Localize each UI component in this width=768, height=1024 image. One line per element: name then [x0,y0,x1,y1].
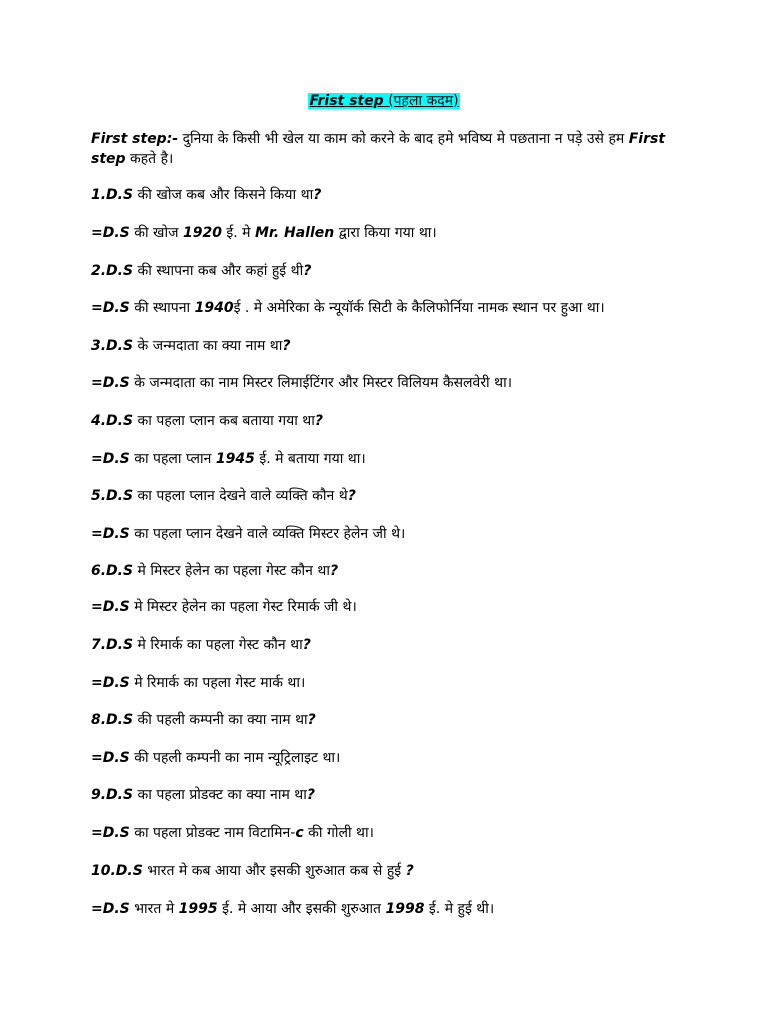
question-lead: 10.D.S [91,863,143,879]
question-mark: ? [307,712,316,728]
answer-text: की पहली कम्पनी का नाम न्यूट्रिलाइट था। [129,750,341,766]
question-text: की पहली कम्पनी का क्या नाम था [133,712,308,728]
answer-5 [91,525,731,543]
answer-text: का पहला प्रोडक्ट नाम विटामिन- [129,825,296,841]
question-lead: 1.D.S [91,187,134,203]
answer-text: का पहला प्लान [129,451,216,467]
answer-emphasis: 1998 [385,901,425,917]
answer-text: का पहला प्लान देखने वाले व्यक्ति मिस्टर हेलेन जी थे। [129,526,406,542]
question-mark: ? [405,863,414,879]
question-lead: 3.D.S [91,338,134,354]
title-english: Frist step [309,93,384,109]
answer-1 [91,224,731,242]
question-9 [91,786,731,804]
answer-lead: =D.S [91,901,130,917]
question-text: मे रिमार्क का पहला गेस्ट कौन था [133,637,303,653]
answer-7 [91,674,731,692]
question-lead: 9.D.S [91,787,134,803]
answer-text: की गोली था। [303,825,374,841]
question-6 [91,562,731,580]
answer-emphasis: 1945 [215,451,255,467]
answer-text: मे रिमार्क का पहला गेस्ट मार्क था। [129,675,306,691]
answer-6 [91,598,731,616]
question-2 [91,262,731,280]
answer-3 [91,374,731,392]
question-mark: ? [347,488,356,504]
answer-emphasis: Mr. Hallen [254,225,335,241]
answer-text: की स्थापना [129,300,195,316]
question-mark: ? [306,787,315,803]
intro-lead: First step:- [91,131,179,147]
answer-8 [91,749,731,767]
question-mark: ? [313,187,322,203]
answer-lead: =D.S [91,451,130,467]
question-lead: 8.D.S [91,712,134,728]
answer-lead: =D.S [91,750,130,766]
question-lead: 6.D.S [91,563,134,579]
answer-emphasis: 1995 [178,901,218,917]
question-lead: 7.D.S [91,637,134,653]
title-hindi: (पहला कदम) [388,93,459,109]
answer-lead: =D.S [91,300,130,316]
answer-emphasis: 1940 [194,300,234,316]
intro-term-2: step [91,151,126,167]
answer-text: की खोज [129,225,183,241]
question-text: की खोज कब और किसने किया था [133,187,314,203]
answer-emphasis: c [295,825,304,841]
intro-text-1: दुनिया के किसी भी खेल या काम को करने के बाद हमे भविष्य मे पछताना न पड़े उसे हम [178,131,629,147]
document-title [0,92,768,110]
question-text: की स्थापना कब और कहां हुई थी [133,263,304,279]
question-1 [91,186,731,204]
intro-text-2: कहते है। [125,151,174,167]
answer-text: मे मिस्टर हेलेन का पहला गेस्ट रिमार्क जी थे। [129,599,357,615]
question-mark: ? [329,563,339,579]
question-10 [91,862,731,880]
answer-lead: =D.S [91,675,130,691]
question-lead: 5.D.S [91,488,134,504]
question-4 [91,412,731,430]
question-text: भारत मे कब आया और इसकी शुरुआत कब से हुई [142,863,406,879]
answer-text: के जन्मदाता का नाम मिस्टर लिमाईटिंगर और मिस्टर विलियम कैसलवेरी था। [129,375,513,391]
question-mark: ? [303,263,312,279]
answer-lead: =D.S [91,225,130,241]
answer-lead: =D.S [91,375,130,391]
question-lead: 4.D.S [91,413,134,429]
question-5 [91,487,731,505]
answer-2 [91,299,731,317]
question-3 [91,337,731,355]
answer-text: ई. मे हुई थी। [424,901,495,917]
answer-text: ई. मे बताया गया था। [254,451,366,467]
answer-text: ई. मे आया और इसकी शुरुआत [217,901,386,917]
answer-text: ई . मे अमेरिका के न्यूयॉर्क सिटी के कैलिफोर्निया नामक स्थान पर हुआ था। [233,300,605,316]
answer-9 [91,824,731,842]
question-text: के जन्मदाता का क्या नाम था [133,338,283,354]
intro-paragraph [91,129,671,169]
answer-lead: =D.S [91,825,130,841]
question-text: का पहला प्लान कब बताया गया था [133,413,315,429]
answer-text: भारत मे [129,901,179,917]
answer-text: द्वारा किया गया था। [334,225,437,241]
intro-term-1: First [628,131,666,147]
question-text: का पहला प्लान देखने वाले व्यक्ति कौन थे [133,488,348,504]
question-text: का पहला प्रोडक्ट का क्या नाम था [133,787,307,803]
answer-emphasis: 1920 [182,225,222,241]
answer-4 [91,450,731,468]
answer-lead: =D.S [91,599,130,615]
question-mark: ? [302,637,311,653]
answer-lead: =D.S [91,526,130,542]
question-7 [91,636,731,654]
question-8 [91,711,731,729]
answer-10 [91,900,731,918]
question-mark: ? [314,413,323,429]
question-text: मे मिस्टर हेलेन का पहला गेस्ट कौन था [133,563,330,579]
title-highlight [308,93,459,109]
question-mark: ? [282,338,291,354]
answer-text: ई. मे [221,225,255,241]
question-lead: 2.D.S [91,263,134,279]
